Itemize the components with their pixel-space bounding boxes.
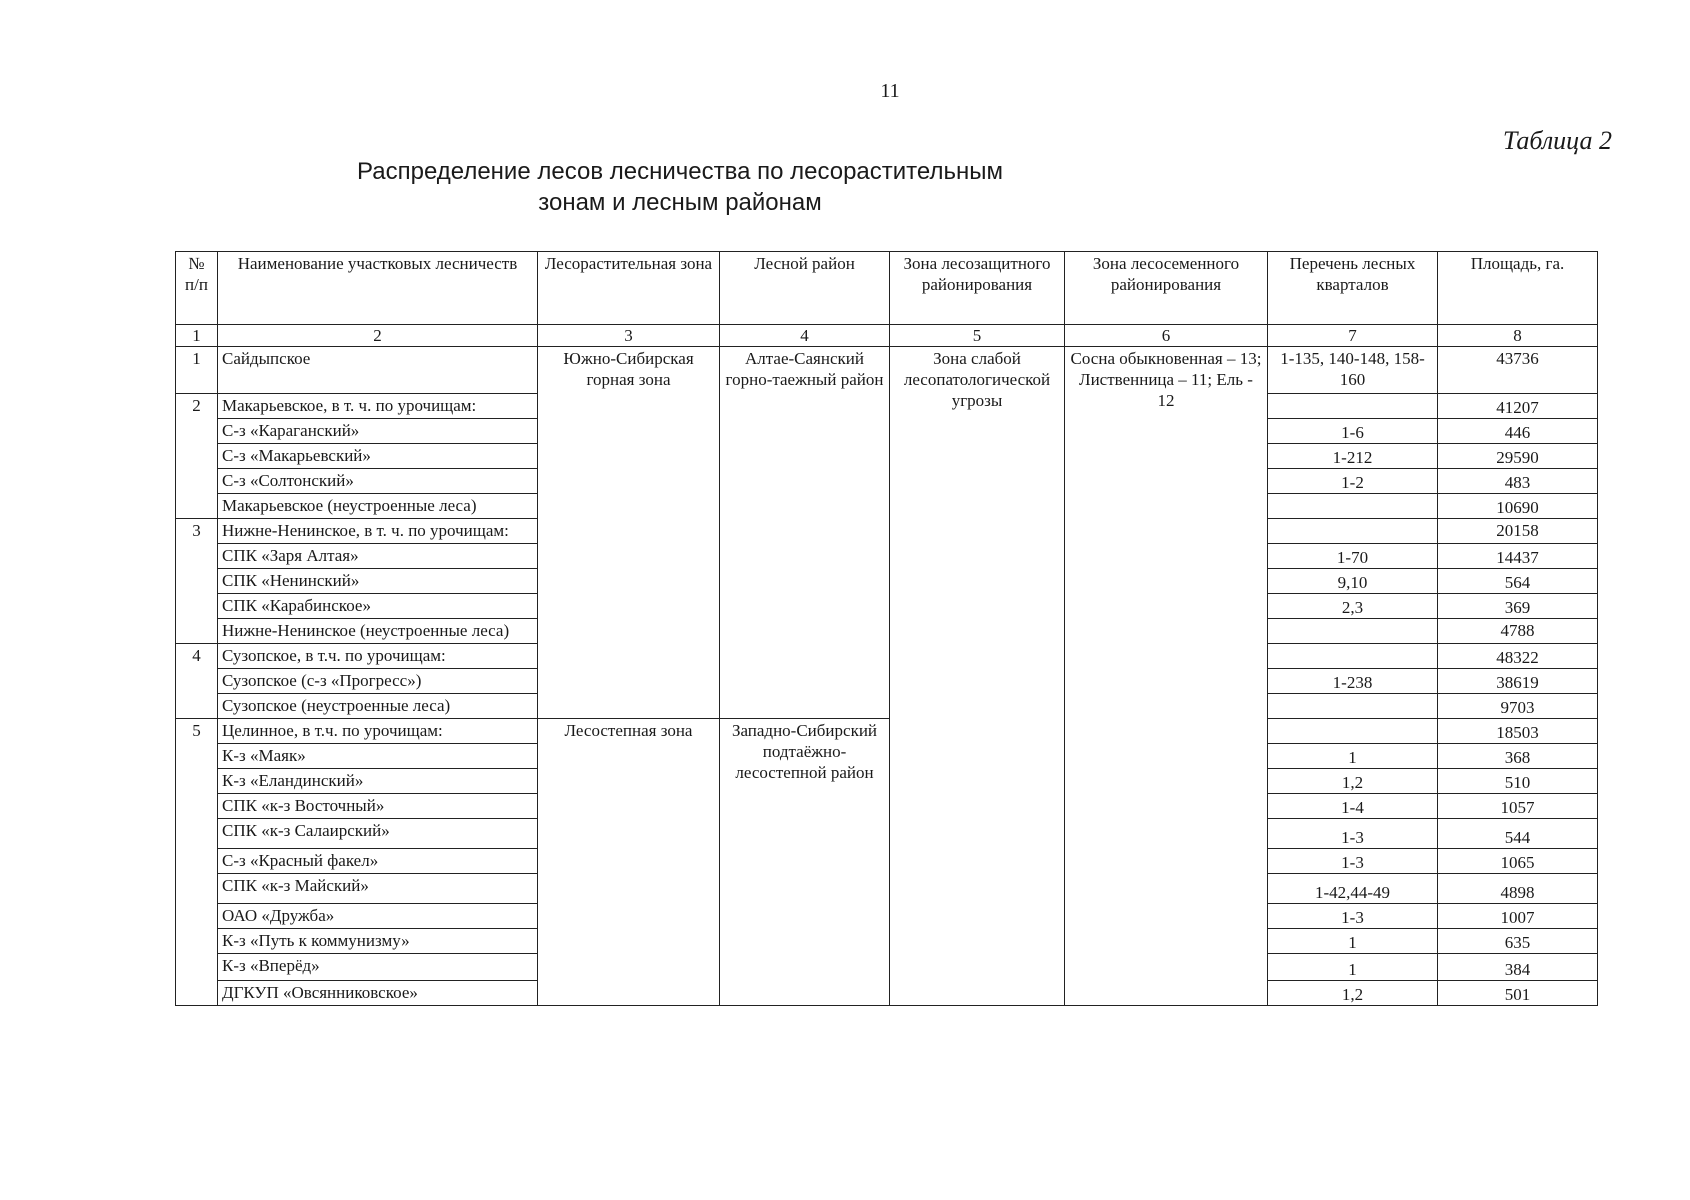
- quarters-cell: 1: [1268, 929, 1438, 954]
- row-number: 3: [176, 519, 218, 644]
- quarters-cell: 1-4: [1268, 794, 1438, 819]
- table-title: [0, 156, 1360, 218]
- quarters-cell: [1268, 644, 1438, 669]
- column-number: 1: [176, 325, 218, 347]
- forestry-name: С-з «Караганский»: [218, 419, 538, 444]
- table-label: Таблица 2: [1502, 126, 1612, 155]
- forestry-name: К-з «Еландинский»: [218, 769, 538, 794]
- quarters-cell: 1-3: [1268, 849, 1438, 874]
- column-number: 3: [538, 325, 720, 347]
- forestry-name: Сузопское (неустроенные леса): [218, 694, 538, 719]
- quarters-cell: [1268, 519, 1438, 544]
- quarters-cell: [1268, 694, 1438, 719]
- forestry-name: Макарьевское (неустроенные леса): [218, 494, 538, 519]
- column-number-row: [176, 325, 1598, 347]
- forest-zone-cell: Южно-Сибирская горная зона: [538, 347, 720, 719]
- area-cell: 10690: [1438, 494, 1598, 519]
- column-number: 7: [1268, 325, 1438, 347]
- forestry-name: К-з «Маяк»: [218, 744, 538, 769]
- quarters-cell: 1: [1268, 954, 1438, 981]
- forest-district-cell: Западно-Сибирский подтаёжно-лесостепной район: [720, 719, 890, 1006]
- table-row: [176, 347, 1598, 394]
- column-number: 2: [218, 325, 538, 347]
- quarters-cell: 1-212: [1268, 444, 1438, 469]
- area-cell: 48322: [1438, 644, 1598, 669]
- row-number: 2: [176, 394, 218, 519]
- title-line-2: зонам и лесным районам: [538, 189, 822, 216]
- row-number: 4: [176, 644, 218, 719]
- table-row: [176, 719, 1598, 744]
- area-cell: 510: [1438, 769, 1598, 794]
- quarters-cell: 1-238: [1268, 669, 1438, 694]
- forest-distribution-table: [175, 251, 1598, 1006]
- quarters-cell: 1-135, 140-148, 158-160: [1268, 347, 1438, 394]
- area-cell: 446: [1438, 419, 1598, 444]
- forestry-name: Сайдыпское: [218, 347, 538, 394]
- header-forest-zone: Лесорастительная зона: [538, 252, 720, 325]
- area-cell: 384: [1438, 954, 1598, 981]
- forestry-name: СПК «к-з Восточный»: [218, 794, 538, 819]
- forestry-name: СПК «к-з Салаирский»: [218, 819, 538, 849]
- forestry-name: С-з «Макарьевский»: [218, 444, 538, 469]
- quarters-cell: [1268, 494, 1438, 519]
- area-cell: 544: [1438, 819, 1598, 849]
- quarters-cell: [1268, 619, 1438, 644]
- forestry-name: СПК «к-з Майский»: [218, 874, 538, 904]
- forestry-name: С-з «Солтонский»: [218, 469, 538, 494]
- forestry-name: Целинное, в т.ч. по урочищам:: [218, 719, 538, 744]
- forest-district-cell: Алтае-Саянский горно-таежный район: [720, 347, 890, 719]
- header-quarters: Перечень лесных кварталов: [1268, 252, 1438, 325]
- area-cell: 38619: [1438, 669, 1598, 694]
- column-number: 8: [1438, 325, 1598, 347]
- area-cell: 1057: [1438, 794, 1598, 819]
- area-cell: 18503: [1438, 719, 1598, 744]
- forestry-name: Сузопское, в т.ч. по урочищам:: [218, 644, 538, 669]
- forestry-name: ДГКУП «Овсянниковское»: [218, 981, 538, 1006]
- protection-zone-cell: Зона слабой лесопатологической угрозы: [890, 347, 1065, 1006]
- forestry-name: Макарьевское, в т. ч. по урочищам:: [218, 394, 538, 419]
- forestry-name: СПК «Ненинский»: [218, 569, 538, 594]
- forest-zone-cell: Лесостепная зона: [538, 719, 720, 1006]
- area-cell: 483: [1438, 469, 1598, 494]
- area-cell: 41207: [1438, 394, 1598, 419]
- area-cell: 635: [1438, 929, 1598, 954]
- forestry-name: ОАО «Дружба»: [218, 904, 538, 929]
- area-cell: 1065: [1438, 849, 1598, 874]
- area-cell: 20158: [1438, 519, 1598, 544]
- area-cell: 43736: [1438, 347, 1598, 394]
- area-cell: 4788: [1438, 619, 1598, 644]
- header-protection-zone: Зона лесозащитного районирования: [890, 252, 1065, 325]
- quarters-cell: 1-70: [1268, 544, 1438, 569]
- seed-zone-cell: Сосна обыкновенная – 13; Лиственница – 11; Ель - 12: [1065, 347, 1268, 1006]
- column-number: 5: [890, 325, 1065, 347]
- area-cell: 1007: [1438, 904, 1598, 929]
- quarters-cell: 1-3: [1268, 904, 1438, 929]
- forestry-name: С-з «Красный факел»: [218, 849, 538, 874]
- header-forest-district: Лесной район: [720, 252, 890, 325]
- area-cell: 14437: [1438, 544, 1598, 569]
- area-cell: 9703: [1438, 694, 1598, 719]
- forestry-name: СПК «Карабинское»: [218, 594, 538, 619]
- header-seed-zone: Зона лесосеменного районирования: [1065, 252, 1268, 325]
- column-number: 6: [1065, 325, 1268, 347]
- quarters-cell: 2,3: [1268, 594, 1438, 619]
- quarters-cell: [1268, 394, 1438, 419]
- forestry-name: Нижне-Ненинское (неустроенные леса): [218, 619, 538, 644]
- forestry-name: К-з «Вперёд»: [218, 954, 538, 981]
- forestry-name: Нижне-Ненинское, в т. ч. по урочищам:: [218, 519, 538, 544]
- title-line-1: Распределение лесов лесничества по лесорастительным: [357, 158, 1003, 185]
- quarters-cell: 1-2: [1268, 469, 1438, 494]
- row-number: 1: [176, 347, 218, 394]
- quarters-cell: 1-6: [1268, 419, 1438, 444]
- quarters-cell: 1,2: [1268, 981, 1438, 1006]
- quarters-cell: [1268, 719, 1438, 744]
- quarters-cell: 1-3: [1268, 819, 1438, 849]
- quarters-cell: 9,10: [1268, 569, 1438, 594]
- area-cell: 4898: [1438, 874, 1598, 904]
- header-row: [176, 252, 1598, 325]
- row-number: 5: [176, 719, 218, 1006]
- area-cell: 29590: [1438, 444, 1598, 469]
- header-name: Наименование участковых лесничеств: [218, 252, 538, 325]
- area-cell: 564: [1438, 569, 1598, 594]
- header-num: № п/п: [176, 252, 218, 325]
- forestry-name: СПК «Заря Алтая»: [218, 544, 538, 569]
- quarters-cell: 1: [1268, 744, 1438, 769]
- header-area: Площадь, га.: [1438, 252, 1598, 325]
- area-cell: 501: [1438, 981, 1598, 1006]
- quarters-cell: 1,2: [1268, 769, 1438, 794]
- forestry-name: Сузопское (с-з «Прогресс»): [218, 669, 538, 694]
- quarters-cell: 1-42,44-49: [1268, 874, 1438, 904]
- column-number: 4: [720, 325, 890, 347]
- page-number: 11: [880, 80, 900, 102]
- forestry-name: К-з «Путь к коммунизму»: [218, 929, 538, 954]
- area-cell: 368: [1438, 744, 1598, 769]
- area-cell: 369: [1438, 594, 1598, 619]
